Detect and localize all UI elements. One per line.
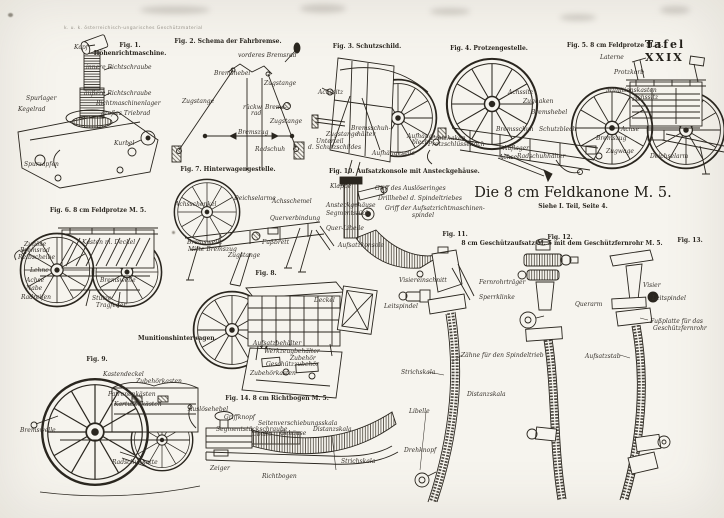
fig14-richtbogen-part-label: Seitenverschiebungsskala bbox=[258, 420, 338, 427]
fig5-feldprotze-part-label: Munitionskasten bbox=[606, 87, 657, 94]
fig14-richtbogen-part-label: Distanzskala bbox=[313, 426, 352, 433]
fig11-geschuetzaufsatz-part-label: Leitspindel bbox=[384, 303, 418, 310]
fig10-aufsatzkonsole-part-label: Klappe bbox=[330, 183, 352, 190]
fig9-munitionshinterwagen-caption: Fig. 9. bbox=[86, 356, 108, 363]
fig4-protzengestelle-part-label: Schutzblech bbox=[539, 126, 577, 133]
fig5-feldprotze-part-label: Bremszug bbox=[596, 135, 627, 142]
fig5-feldprotze-part-label: Deichselarm bbox=[650, 153, 689, 160]
fig1-hoehenrichtmaschine-part-label: Kopf bbox=[74, 44, 88, 51]
fig7-hinterwagengestelle-part-label: Mitte Bremszug bbox=[188, 246, 237, 253]
fig5-feldprotze-part-label: Protzkorb bbox=[614, 69, 645, 76]
fig6-feldprotze-rueckansicht-part-label: Stütze bbox=[92, 295, 112, 302]
fig6-feldprotze-rueckansicht-part-label: Reibscheibe bbox=[18, 254, 55, 261]
fig4-protzengestelle-part-label: Auflager bbox=[503, 145, 530, 152]
fig7-hinterwagengestelle-caption: Fig. 7. Hinterwagengestelle. bbox=[180, 166, 276, 173]
fig13-geschuetzaufsatz-rueck-caption: Fig. 13. bbox=[677, 237, 703, 244]
fig8-munitionskasten-part-label: Geschützzubehör bbox=[266, 361, 319, 368]
fig2-schema-der-fahrbremse-caption: Fig. 2. Schema der Fahrbremse. bbox=[174, 38, 282, 45]
fig10-aufsatzkonsole-part-label: Ansteckgehäuse bbox=[326, 202, 376, 209]
fig11-geschuetzaufsatz-part-label: Libelle bbox=[409, 408, 430, 415]
fig6-feldprotze-rueckansicht-part-label: Kasten m. Deckel bbox=[82, 239, 136, 246]
fig10-aufsatzkonsole-caption: Fig. 10. Aufsatzkonsole mit Ansteckgehäuse. bbox=[329, 168, 480, 175]
fig13-geschuetzaufsatz-rueck-part-label: Leitspindel bbox=[652, 295, 686, 302]
fig7-hinterwagengestelle-part-label: Querverbindung bbox=[270, 215, 321, 222]
fig1-hoehenrichtmaschine-part-label: innere Richtschraube bbox=[86, 64, 152, 71]
fig3-schutzschild-part-label: d. Schutzschildes bbox=[308, 144, 362, 151]
fig3-schutzschild-part-label: Zugstange bbox=[326, 131, 359, 138]
fig2-schema-der-fahrbremse-part-label: Radschuh bbox=[255, 146, 286, 153]
fig13-geschuetzaufsatz-rueck-part-label: Aufsatzstab bbox=[585, 353, 621, 360]
imprint-text: k. u. k. österreichisch-ungarisches Geschützmaterial bbox=[64, 26, 203, 31]
fig9-munitionshinterwagen-part-label: Patronenkästen bbox=[108, 391, 156, 398]
fig6-feldprotze-rueckansicht-part-label: Zugöse bbox=[24, 241, 47, 248]
fig14-richtbogen-part-label: Segmentstückschraube bbox=[216, 426, 288, 433]
fig7-hinterwagengestelle-part-label: Deichselarme bbox=[234, 195, 276, 202]
fig4-protzengestelle-part-label: Protzschlüsselloch bbox=[428, 141, 485, 148]
fig2-schema-der-fahrbremse-part-label: Bremszug bbox=[238, 129, 269, 136]
fig3-schutzschild-part-label: Aufhängeseile bbox=[372, 150, 416, 157]
fig3-schutzschild-part-label: Achssitz bbox=[318, 89, 344, 96]
fig3-schutzschild-caption: Fig. 3. Schutzschild. bbox=[332, 43, 402, 50]
fig1-hoehenrichtmaschine-part-label: Kurbel bbox=[114, 140, 135, 147]
fig3-schutzschild-part-label: Bremsschuh- bbox=[351, 125, 391, 132]
fig2-schema-der-fahrbremse-part-label: vorderes Bremsrad bbox=[238, 52, 297, 59]
fig13-geschuetzaufsatz-rueck-part-label: Fußplatte für das bbox=[650, 318, 704, 325]
fig14-richtbogen-part-label: Libelle bbox=[251, 431, 272, 438]
fig1-hoehenrichtmaschine-part-label: Richtmaschinenlager bbox=[96, 100, 161, 107]
fig2-schema-der-fahrbremse-part-label: rückw. Brems- bbox=[243, 104, 287, 111]
fig13-geschuetzaufsatz-rueck-part-label: Querarm bbox=[575, 301, 603, 308]
fig4-protzengestelle-part-label: Protzhaken bbox=[431, 135, 466, 142]
fig11-geschuetzaufsatz-part-label: Fernrohrträger bbox=[479, 279, 526, 286]
fig14-richtbogen-part-label: Griffknopf bbox=[224, 414, 256, 421]
fig4-protzengestelle-part-label: Radschuhhälter bbox=[517, 153, 566, 160]
fig3-schutzschild-part-label: Unterteil bbox=[316, 138, 344, 145]
fig6-feldprotze-rueckansicht-part-label: Bremsrad bbox=[20, 247, 50, 254]
fig9-munitionshinterwagen-part-label: Kastendeckel bbox=[103, 371, 144, 378]
fig1-hoehenrichtmaschine-part-label: Kegelrad bbox=[18, 106, 46, 113]
fig8-munitionskasten-part-label: Deckel bbox=[314, 297, 335, 304]
fig14-richtbogen-caption: Fig. 14. 8 cm Richtbogen M. 5. bbox=[225, 395, 329, 402]
fig1-hoehenrichtmaschine-part-label: Spurlager bbox=[26, 95, 57, 102]
fig4-protzengestelle-part-label: Bremsschuh bbox=[496, 126, 534, 133]
fig6-feldprotze-rueckansicht-part-label: Radreifen bbox=[21, 294, 52, 301]
fig3-schutzschild-part-label: blech bbox=[412, 139, 429, 146]
fig2-schema-der-fahrbremse-part-label: Zugstange bbox=[270, 118, 303, 125]
fig5-feldprotze-part-label: Achssitz bbox=[633, 94, 659, 101]
fig9-munitionshinterwagen-part-label: Zubehörkasten bbox=[136, 378, 182, 385]
fig5-feldprotze-caption: Fig. 5. 8 cm Feldprotze M. 5. bbox=[566, 42, 664, 49]
fig10-aufsatzkonsole-part-label: Drillhebel d. Spindeltriebes bbox=[378, 195, 462, 202]
fig11-geschuetzaufsatz-part-label: Strichskala bbox=[401, 369, 436, 376]
fig3-schutzschild-part-label: Aufhäng- bbox=[407, 133, 435, 140]
fig5-feldprotze-part-label: Laterne bbox=[600, 54, 624, 61]
munitionshinterwagen-label: Munitionshinterwagen. bbox=[138, 335, 217, 342]
fig10-aufsatzkonsole-part-label: spindel bbox=[412, 212, 435, 219]
fig4-protzengestelle-caption: Fig. 4. Protzengestelle. bbox=[450, 45, 528, 52]
fig6-feldprotze-rueckansicht-part-label: Lehne bbox=[30, 267, 49, 274]
fig10-aufsatzkonsole-part-label: Griff der Aufsatzrichtmaschinen- bbox=[385, 205, 485, 212]
fig4-protzengestelle-part-label: Achssitz bbox=[508, 89, 534, 96]
fig14-richtbogen-part-label: Richtbogen bbox=[262, 473, 297, 480]
fig7-hinterwagengestelle-part-label: Bremswelle bbox=[187, 239, 223, 246]
fig8-munitionskasten-part-label: Aufsatzbehälter bbox=[253, 340, 302, 347]
fig10-aufsatzkonsole-part-label: Quer-Libelle bbox=[326, 225, 364, 232]
fig6-feldprotze-rueckansicht-caption: Fig. 6. 8 cm Feldprotze M. 5. bbox=[49, 207, 147, 214]
fig2-schema-der-fahrbremse-part-label: Zugstange bbox=[264, 80, 297, 87]
fig14-richtbogen-part-label: Gehäuse bbox=[280, 430, 307, 437]
fig10-aufsatzkonsole-part-label: Segmentstück bbox=[326, 210, 370, 217]
fig11-geschuetzaufsatz-part-label: Sperrklinke bbox=[479, 294, 515, 301]
fig11-geschuetzaufsatz-part-label: Drehknopf bbox=[404, 447, 437, 454]
fig8-munitionskasten-part-label: Werkzeugbehälter bbox=[264, 348, 320, 355]
fig14-richtbogen-part-label: Zeiger bbox=[210, 465, 230, 472]
fig6-feldprotze-rueckansicht-part-label: Nabe bbox=[26, 285, 43, 292]
fig1-hoehenrichtmaschine-part-label: äußere Richtschraube bbox=[84, 90, 152, 97]
fig6-feldprotze-rueckansicht-part-label: Bremswelle bbox=[100, 277, 136, 284]
fig4-protzengestelle-part-label: Bremshebel bbox=[531, 109, 568, 116]
fig8-munitionskasten-part-label: Zubehör bbox=[290, 355, 316, 362]
fig11-geschuetzaufsatz-part-label: Visiereinschnitt bbox=[399, 277, 447, 284]
plate-subtitle: Siehe I. Teil, Seite 4. bbox=[538, 203, 608, 210]
plate-title: Die 8 cm Feldkanone M. 5. bbox=[474, 185, 672, 201]
fig2-schema-der-fahrbremse-part-label: rad bbox=[251, 110, 262, 117]
fig7-hinterwagengestelle-part-label: Fußbrett bbox=[262, 239, 290, 246]
fig12-geschuetzaufsatz-seite-caption: Fig. 12. bbox=[547, 234, 573, 241]
fig14-richtbogen-part-label: Strichskala bbox=[341, 458, 376, 465]
fig5-feldprotze-part-label: Zugwage bbox=[606, 148, 634, 155]
fig10-aufsatzkonsole-part-label: Griff des Auslöseringes bbox=[375, 185, 446, 192]
fig11-geschuetzaufsatz-part-label: Distanzskala bbox=[467, 391, 506, 398]
fig8-munitionskasten-part-label: Zubehörkasten bbox=[250, 370, 296, 377]
fig4-protzengestelle-part-label: Achse bbox=[499, 154, 518, 161]
fig9-munitionshinterwagen-part-label: Kartuschkästen bbox=[114, 401, 162, 408]
fig4-protzengestelle-part-label: Zughaken bbox=[523, 98, 554, 105]
fig7-hinterwagengestelle-part-label: Achsschemel bbox=[272, 198, 312, 205]
fig6-feldprotze-rueckansicht-part-label: Tragfeder bbox=[96, 302, 127, 309]
fig13-geschuetzaufsatz-rueck-part-label: Geschützfernrohr bbox=[653, 325, 707, 332]
fig14-richtbogen-part-label: Auslösehebel bbox=[188, 406, 229, 413]
fig3-schutzschild-part-label: hälter bbox=[357, 131, 376, 138]
fig6-feldprotze-rueckansicht-part-label: Achse bbox=[26, 277, 45, 284]
fig2-schema-der-fahrbremse-part-label: Bremshebel bbox=[214, 70, 251, 77]
plate-number: Tafel XXIX bbox=[645, 38, 686, 64]
fig1-hoehenrichtmaschine-part-label: großes Triebrad bbox=[101, 110, 151, 117]
fig5-feldprotze-part-label: Achse bbox=[621, 126, 640, 133]
fig13-geschuetzaufsatz-rueck-part-label: Visier bbox=[643, 282, 661, 289]
fig11-geschuetzaufsatz-part-label: Zähne für den Spindeltrieb bbox=[461, 352, 544, 359]
sight-group-caption: 8 cm Geschützaufsatz M. 5 mit dem Geschützfernrohr M. 5. bbox=[461, 240, 663, 247]
fig9-munitionshinterwagen-part-label: Radschuhkette bbox=[112, 459, 158, 466]
fig2-schema-der-fahrbremse-part-label: Zugstange bbox=[182, 98, 215, 105]
fig10-aufsatzkonsole-part-label: Aufsatzkonsole bbox=[338, 242, 384, 249]
fig1-hoehenrichtmaschine-part-label: Spurzapfen bbox=[24, 161, 59, 168]
fig8-munitionskasten-caption: Fig. 8. bbox=[255, 270, 277, 277]
fig1-hoehenrichtmaschine-caption: Fig. 1. Höhenrichtmaschine. bbox=[93, 42, 167, 58]
fig7-hinterwagengestelle-part-label: Achsschenkel bbox=[175, 201, 217, 208]
fig9-munitionshinterwagen-part-label: Bremswelle bbox=[20, 427, 56, 434]
fig7-hinterwagengestelle-part-label: Zugstange bbox=[228, 252, 261, 259]
fig11-geschuetzaufsatz-caption: Fig. 11. bbox=[442, 231, 468, 238]
